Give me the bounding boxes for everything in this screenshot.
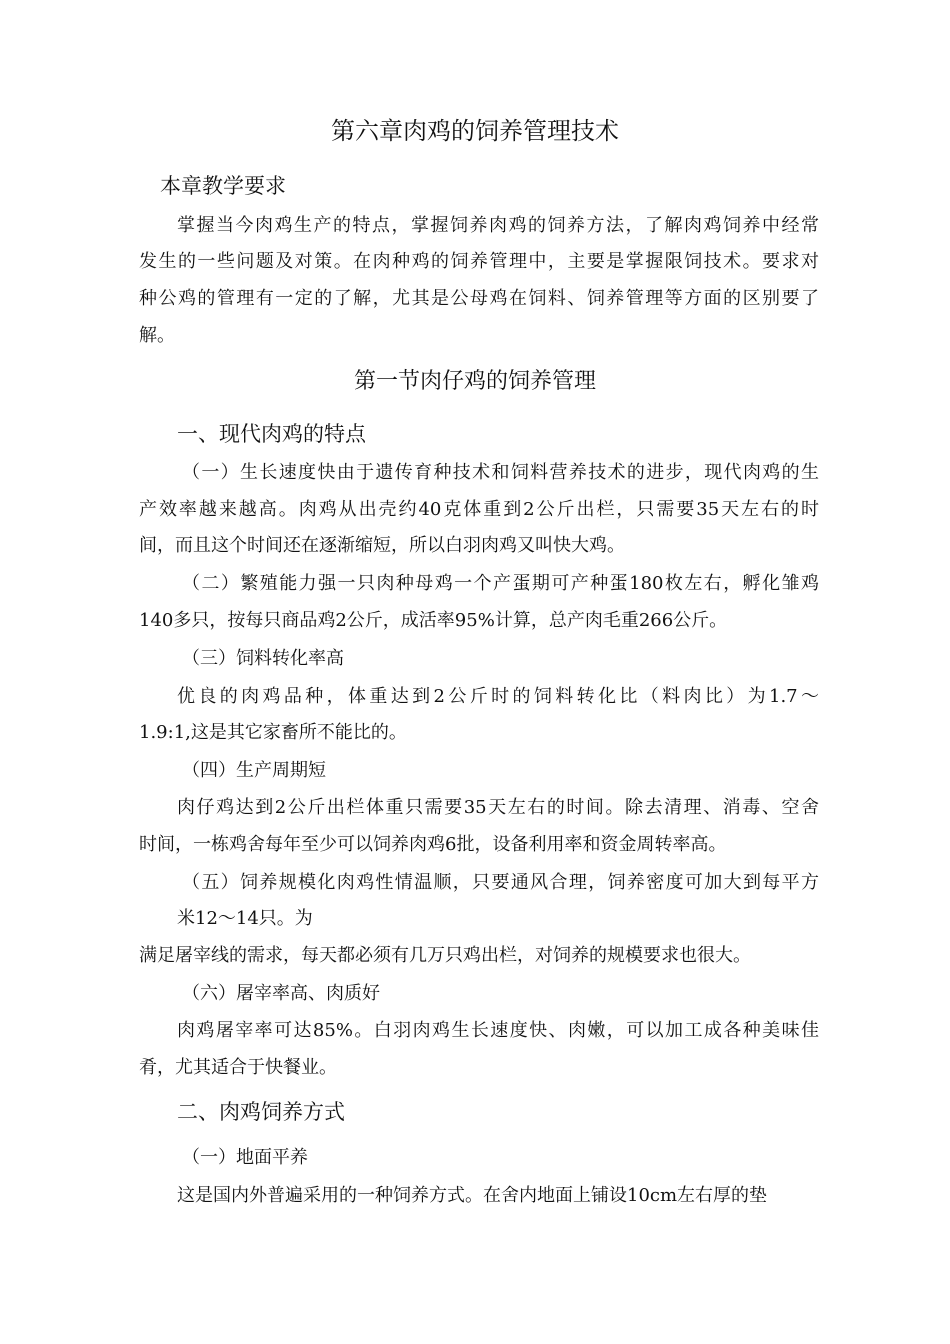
part2-heading: 二、肉鸡饲养方式 <box>177 1100 345 1124</box>
p1-line-2: 产效率越来越高。肉鸡从出壳约40克体重到2公斤出栏，只需要35天左右的时 <box>139 499 819 520</box>
p5-line-3: 满足屠宰线的需求，每天都必须有几万只鸡出栏，对饲养的规模要求也很大。 <box>139 945 751 966</box>
p5-line-1: （五）饲养规模化肉鸡性情温顺，只要通风合理，饲养密度可加大到每平方 <box>182 872 819 893</box>
p1-line-1: （一）生长速度快由于遗传育种技术和饲料营养技术的进步，现代肉鸡的生 <box>182 462 819 483</box>
p2-line-2: 140多只，按每只商品鸡2公斤，成活率95%计算，总产肉毛重266公斤。 <box>139 610 728 631</box>
p3-line-1: 优良的肉鸡品种，体重达到2公斤时的饲料转化比（料肉比）为1.7〜 <box>177 686 819 707</box>
p4-line-1: 肉仔鸡达到2公斤出栏体重只需要35天左右的时间。除去清理、消毒、空舍 <box>177 797 819 818</box>
section-title: 第一节肉仔鸡的饲养管理 <box>353 369 596 394</box>
p6-heading: （六）屠宰率高、肉质好 <box>182 983 380 1004</box>
p4-heading: （四）生产周期短 <box>182 760 326 781</box>
p2-line-1: （二）繁殖能力强一只肉种母鸡一个产蛋期可产种蛋180枚左右，孵化雏鸡 <box>182 573 819 594</box>
p4-line-2: 时间，一栋鸡舍每年至少可以饲养肉鸡6批，设备利用率和资金周转率高。 <box>139 834 727 855</box>
p1-line-3: 间，而且这个时间还在逐渐缩短，所以白羽肉鸡又叫快大鸡。 <box>139 535 625 556</box>
p7-line-1: 这是国内外普遍采用的一种饲养方式。在舍内地面上铺设10cm左右厚的垫 <box>177 1185 768 1206</box>
p7-heading: （一）地面平养 <box>182 1147 308 1168</box>
chapter-title: 第六章肉鸡的饲养管理技术 <box>331 117 619 145</box>
p6-line-2: 肴，尤其适合于快餐业。 <box>139 1057 337 1078</box>
p5-line-2: 米12〜14只。为 <box>177 908 313 929</box>
requirements-line-4: 解。 <box>139 325 175 346</box>
part1-heading: 一、现代肉鸡的特点 <box>177 422 366 446</box>
p6-line-1: 肉鸡屠宰率可达85%。白羽肉鸡生长速度快、肉嫩，可以加工成各种美味佳 <box>177 1020 819 1041</box>
p3-heading: （三）饲料转化率高 <box>182 648 344 669</box>
p3-line-2: 1.9:1,这是其它家畜所不能比的。 <box>139 722 407 743</box>
requirements-heading: 本章教学要求 <box>160 174 286 198</box>
requirements-line-3: 种公鸡的管理有一定的了解，尤其是公母鸡在饲料、饲养管理等方面的区别要了 <box>139 288 819 309</box>
requirements-line-1: 掌握当今肉鸡生产的特点，掌握饲养肉鸡的饲养方法，了解肉鸡饲养中经常 <box>177 215 819 236</box>
requirements-line-2: 发生的一些问题及对策。在肉种鸡的饲养管理中，主要是掌握限饲技术。要求对 <box>139 251 819 272</box>
